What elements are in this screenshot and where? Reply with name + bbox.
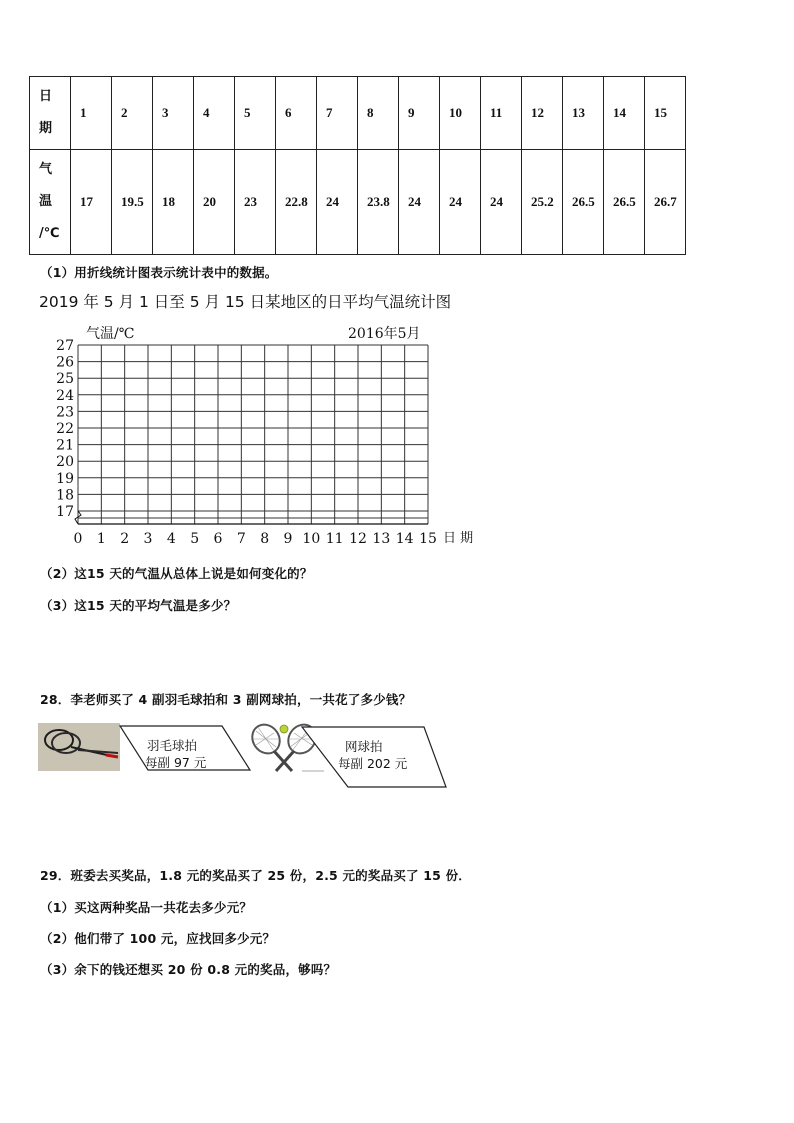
- y-tick-label: 17: [56, 504, 74, 520]
- row-header-date-char-2: 期: [39, 121, 53, 136]
- question-29-part-2: （2）他们带了 100 元，应找回多少元？: [40, 931, 276, 946]
- y-tick-label: 20: [56, 454, 74, 471]
- table-cell: 26.5: [604, 150, 645, 255]
- table-cell: 8: [358, 77, 399, 150]
- chart-title: 2019 年 5 月 1 日至 5 月 15 日某地区的日平均气温统计图: [39, 293, 452, 311]
- table-cell: 17: [71, 150, 112, 255]
- row-header-temp-char-2: 温: [39, 194, 53, 209]
- x-tick-label: 15: [419, 531, 437, 547]
- x-tick-label: 1: [96, 531, 106, 547]
- table-cell: 14: [604, 77, 645, 150]
- badminton-rackets-image: [38, 723, 120, 771]
- row-header-date-char-1: 日: [39, 89, 53, 104]
- chart-x-axis-label: 日 期: [443, 531, 474, 546]
- temperature-table: [29, 76, 686, 255]
- table-cell: 1: [71, 77, 112, 150]
- table-cell: 23.8: [358, 150, 399, 255]
- table-cell: 2: [112, 77, 153, 150]
- x-tick-label: 11: [325, 531, 344, 547]
- x-tick-label: 14: [395, 531, 414, 547]
- table-cell: 22.8: [276, 150, 317, 255]
- table-cell: 23: [235, 150, 276, 255]
- question-28: 28．李老师买了 4 副羽毛球拍和 3 副网球拍，一共花了多少钱？: [40, 692, 412, 707]
- table-cell: 3: [153, 77, 194, 150]
- table-cell: 26.7: [645, 150, 686, 255]
- table-cell: 10: [440, 77, 481, 150]
- row-header-temp: [30, 150, 71, 255]
- y-tick-label: 23: [56, 404, 74, 421]
- x-tick-label: 13: [372, 531, 391, 547]
- table-cell: 13: [563, 77, 604, 150]
- x-tick-label: 12: [349, 531, 367, 547]
- y-tick-label: 19: [56, 470, 74, 487]
- table-cell: 24: [440, 150, 481, 255]
- y-tick-label: 25: [56, 371, 74, 388]
- x-tick-label: 7: [236, 531, 246, 547]
- table-cell: 26.5: [563, 150, 604, 255]
- table-cell: 4: [194, 77, 235, 150]
- table-cell: 24: [481, 150, 522, 255]
- x-tick-label: 0: [73, 531, 83, 547]
- badminton-name: 羽毛球拍: [147, 738, 198, 753]
- y-tick-label: 18: [56, 487, 74, 504]
- badminton-price: 每副 97 元: [145, 755, 207, 770]
- question-27-part-3: （3）这15 天的平均气温是多少？: [40, 598, 237, 613]
- question-27-part-2: （2）这15 天的气温从总体上说是如何变化的？: [40, 566, 313, 581]
- row-header-temp-unit: /℃: [39, 226, 60, 241]
- x-tick-label: 2: [120, 531, 130, 547]
- table-cell: 12: [522, 77, 563, 150]
- question-29-part-1: （1）买这两种奖品一共花去多少元？: [40, 900, 253, 915]
- y-tick-label: 27: [56, 338, 74, 354]
- chart-y-axis-label: 气温/℃: [86, 326, 135, 342]
- chart-grid: [75, 345, 428, 524]
- x-tick-label: 10: [302, 531, 321, 547]
- x-tick-label: 3: [143, 531, 153, 547]
- y-tick-label: 22: [56, 421, 74, 437]
- table-cell: 7: [317, 77, 358, 150]
- x-tick-label: 9: [283, 531, 293, 547]
- table-row-temps: [30, 150, 686, 255]
- table-cell: 20: [194, 150, 235, 255]
- y-tick-label: 26: [56, 354, 74, 371]
- question-29-part-3: （3）余下的钱还想买 20 份 0.8 元的奖品，够吗？: [40, 962, 337, 977]
- table-cell: 6: [276, 77, 317, 150]
- table-cell: 5: [235, 77, 276, 150]
- tennis-price: 每副 202 元: [338, 756, 408, 771]
- row-header-temp-char-1: 气: [39, 162, 53, 177]
- table-cell: 19.5: [112, 150, 153, 255]
- table-cell: 9: [399, 77, 440, 150]
- temperature-line-chart: [40, 318, 490, 553]
- chart-corner-label: 2016年5月: [348, 326, 421, 342]
- x-tick-label: 4: [166, 531, 176, 547]
- row-header-date: [30, 77, 71, 150]
- question-29: 29．班委去买奖品，1.8 元的奖品买了 25 份，2.5 元的奖品买了 15 份．: [40, 868, 471, 883]
- table-cell: 25.2: [522, 150, 563, 255]
- question-27-part-1: （1）用折线统计图表示统计表中的数据。: [40, 265, 278, 280]
- chart-ticks: [56, 338, 437, 547]
- x-tick-label: 5: [190, 531, 200, 547]
- table-cell: 11: [481, 77, 522, 150]
- x-tick-label: 6: [213, 531, 223, 547]
- table-cell: 15: [645, 77, 686, 150]
- y-tick-label: 24: [56, 387, 74, 404]
- x-tick-label: 8: [260, 531, 270, 547]
- table-cell: 24: [317, 150, 358, 255]
- table-cell: 18: [153, 150, 194, 255]
- y-tick-label: 21: [56, 437, 74, 454]
- table-cell: 24: [399, 150, 440, 255]
- table-row-dates: [30, 77, 686, 150]
- tennis-name: 网球拍: [345, 739, 383, 754]
